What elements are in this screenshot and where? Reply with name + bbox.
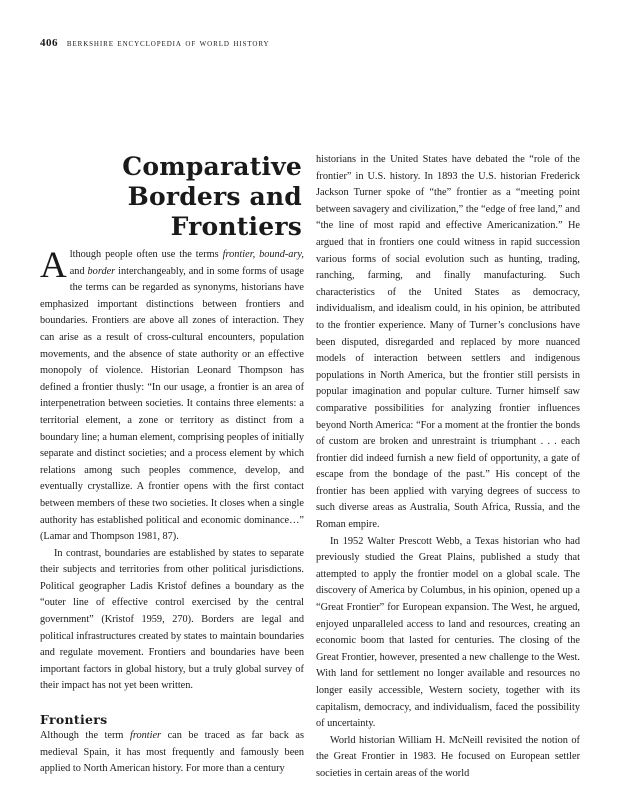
paragraph-boundaries: In contrast, boundaries are established by states to separate their subjects and territories from other political jurisdictions. Political geographer Ladis Kristof defines a boundary as the “outer line of effective control exercised by the central government” (Kristof 1959, 270). Borders are legal and political infrastructures created by states to maintain boundaries and regulate movement. Frontiers and boundaries have been important factors in global history, but a truly global survey of their impact has not yet been written. — [40, 547, 304, 692]
title-line: Comparative — [122, 152, 302, 181]
left-column — [40, 247, 304, 778]
section-heading-frontiers: Frontiers — [40, 712, 108, 728]
paragraph-frontiers-continued: historians in the United States have debated the “role of the frontier” in U.S. history. In 1893 the U.S. historian Frederick Jackson Turner spoke of “the” frontier as a “meeting point between savagery and civilization,” the “edge of free land,” and “the line of most rapid and effective Americanization.” He argued that in frontiers one could witness in rapid succession various forms of social evolution such as hunting, trading, ranching, farming, and finally manufacturing. Such characteristics of the United States as democracy, individualism, and idealism could, in his opinion, be attributed to the frontier experience. Many of Turner’s conclusions have been disputed, disregarded and replaced by more nuanced models of interaction between settlers and indigenous populations in North America, but the frontier still persists in popular imagination and popular culture. Turner himself saw comparative possibilities for analyzing frontier influences beyond North America: “For a moment at the frontier the bonds of custom are broken and unrestraint is triumphant . . . each frontier did indeed furnish a new field of opportunity, a gate of escape from the bondage of the past.” His concept of the frontier has been applied with varying degrees of success to such diverse areas as Australia, South Africa, Russia, and the Roman empire. — [316, 154, 580, 531]
title-line: Borders and — [127, 182, 302, 211]
paragraph-webb: In 1952 Walter Prescott Webb, a Texas historian who had previously studied the Great Plains, published a study that attempted to apply the frontier model on a global scale. The discovery of America by Columbus, in his opinion, opened up a “Great Frontier” for European expansion. The West, he argued, enjoyed unparalleled access to land and resources, creating an economic boom that lasted for centuries. The closing of the Great Frontier, however, presented a new challenge to the West. With land for settlement no longer available and resources no longer easily accessible, Western society, together with its capitalism, democracy, and individualism, faced the possibility of uncertainty. — [316, 535, 580, 730]
title-line: Frontiers — [170, 212, 302, 241]
page-number: 406 — [40, 37, 58, 49]
intro-paragraph: Although people often use the terms frontier, bound-ary, and border interchangeably, and in some forms of usage the terms can be regarded as synonyms, historians have emphasized important distinctions between frontiers and boundaries. Frontiers are above all zones of interaction. They can arise as a result of cross-cultural encounters, population movements, and the absence of state authority or an effective monopoly of violence. Historian Leonard Thompson has defined a frontier thusly: “In our usage, a frontier is an area of interpenetration between societies. It contains three elements: a territorial element, a zone or territory as distinct from a boundary line; a human element, comprising peoples of initially separate and distinct societies; and a process element by which relations among such peoples commence, develop, and eventually crystallize. A frontier opens with the first contact between members of these two societies. It closes when a single authority has established political and economic dominance…” (Lamar and Thompson 1981, 87). — [40, 245, 304, 543]
right-column — [316, 152, 580, 783]
article-title — [40, 152, 302, 242]
paragraph-frontiers-start: Although the term frontier can be traced as far back as medieval Spain, it has most frequently and famously been applied to North American history. For more than a century — [40, 730, 304, 775]
running-header — [40, 37, 269, 49]
running-title: berkshire encyclopedia of world history — [66, 38, 270, 49]
paragraph-mcneill: World historian William H. McNeill revisited the notion of the Great Frontier in 1983. He focused on European settler societies in certain areas of the world — [316, 734, 580, 779]
drop-cap: A — [40, 245, 67, 286]
